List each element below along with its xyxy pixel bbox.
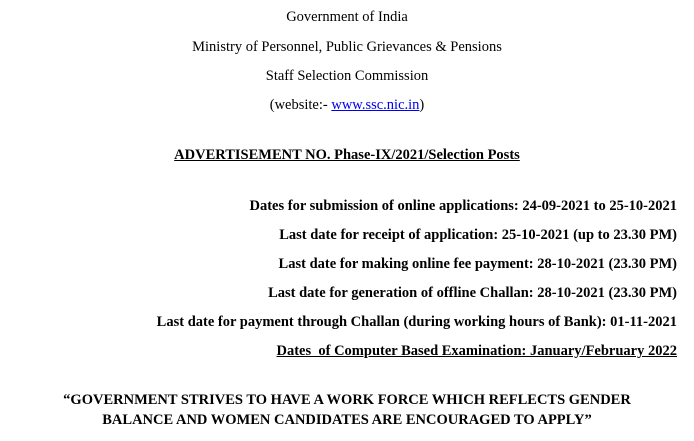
advertisement-title-text: ADVERTISEMENT NO. Phase-IX/2021/Selection Posts — [174, 147, 520, 163]
website-suffix: ) — [419, 97, 425, 113]
exam-dates-text: Dates of Computer Based Examination: January/February 2022 — [276, 343, 677, 359]
header-government: Government of India — [286, 9, 408, 25]
date-line-1: Dates for submission of online applications: 24-09-2021 to 25-10-2021 — [249, 198, 677, 214]
date-line-2: Last date for receipt of application: 25-10-2021 (up to 23.30 PM) — [279, 227, 677, 243]
date-line-5: Last date for payment through Challan (during working hours of Bank): 01-11-2021 — [156, 314, 677, 330]
date-line-4: Last date for generation of offline Challan: 28-10-2021 (23.30 PM) — [268, 285, 677, 301]
motto-line-2: BALANCE AND WOMEN CANDIDATES ARE ENCOURAGED TO APPLY” — [102, 412, 592, 428]
website-link[interactable]: www.ssc.nic.in — [331, 97, 420, 113]
header-commission: Staff Selection Commission — [265, 68, 429, 84]
header-ministry: Ministry of Personnel, Public Grievances & Pensions — [192, 39, 502, 55]
exam-dates-line — [0, 342, 677, 360]
header-website — [0, 96, 694, 114]
website-prefix: (website:- — [269, 97, 332, 113]
motto-line-1: “GOVERNMENT STRIVES TO HAVE A WORK FORCE WHICH REFLECTS GENDER — [63, 392, 631, 408]
date-line-3: Last date for making online fee payment: 28-10-2021 (23.30 PM) — [278, 256, 677, 272]
advertisement-title — [0, 146, 694, 164]
